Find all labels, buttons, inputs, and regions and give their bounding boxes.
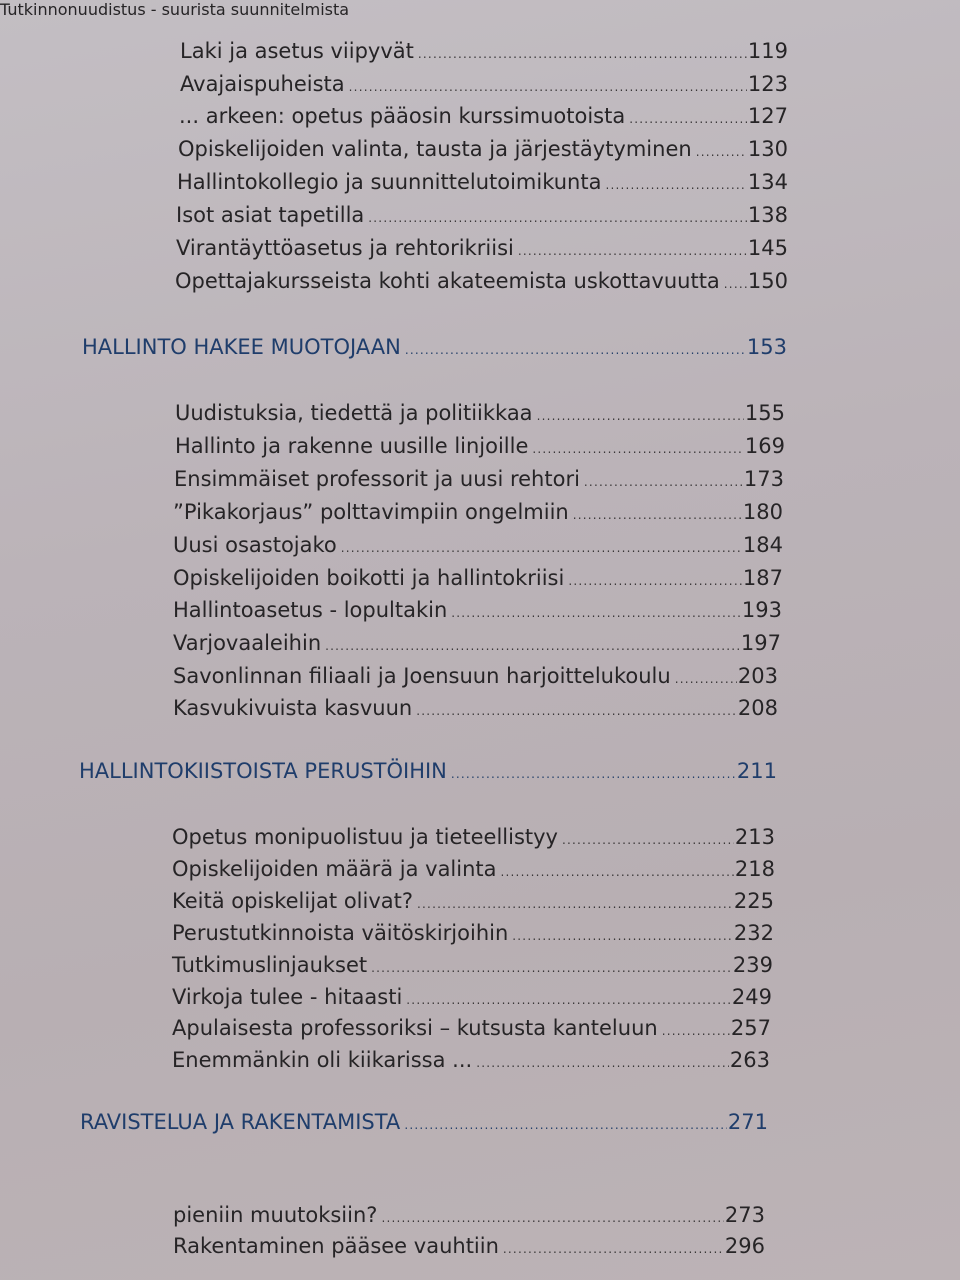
toc-entry-title: Hallinto ja rakenne uusille linjoille — [175, 434, 529, 458]
dot-leader — [675, 673, 737, 685]
toc-entry-title: Avajaispuheista — [180, 72, 345, 96]
dot-leader — [404, 1119, 727, 1131]
toc-entry-page: 169 — [744, 434, 785, 458]
dot-leader — [584, 476, 743, 488]
toc-section-heading — [82, 333, 787, 361]
toc-entry-page: 218 — [734, 857, 775, 881]
toc-entry — [179, 102, 788, 130]
toc-entry-page: 150 — [747, 269, 788, 293]
dot-leader — [451, 768, 736, 780]
toc-entry-page: 257 — [730, 1016, 771, 1040]
toc-entry — [173, 596, 782, 624]
toc-entry — [172, 919, 774, 947]
toc-entry — [175, 267, 788, 295]
toc-entry-title: Apulaisesta professoriksi – kutsusta kanteluun — [172, 1016, 658, 1040]
toc-entry-page: 193 — [741, 598, 782, 622]
toc-entry-page: 203 — [737, 664, 778, 688]
toc-entry-page: 180 — [742, 500, 783, 524]
toc-entry-page: 213 — [734, 825, 775, 849]
toc-entry-page: 239 — [732, 953, 773, 977]
dot-leader — [417, 898, 733, 910]
toc-entry-title: pieniin muutoksiin? — [173, 1203, 378, 1227]
toc-entry-title: Opiskelijoiden määrä ja valinta — [172, 857, 497, 881]
toc-section-title: HALLINTOKIISTOISTA PERUSTÖIHIN — [79, 759, 447, 783]
dot-leader — [605, 179, 746, 191]
toc-entry — [173, 662, 778, 690]
toc-entry-title: Savonlinnan filiaali ja Joensuun harjoittelukoulu — [173, 664, 671, 688]
toc-entry — [176, 234, 788, 262]
toc-entry-title: Isot asiat tapetilla — [176, 203, 365, 227]
dot-leader — [368, 212, 747, 224]
dot-leader — [537, 410, 744, 422]
dot-leader — [629, 113, 747, 125]
toc-section-title: HALLINTO HAKEE MUOTOJAAN — [82, 335, 401, 359]
toc-entry — [173, 629, 781, 657]
toc-entry-page: 155 — [744, 401, 785, 425]
toc-entry-title: Opettajakursseista kohti akateemista uskottavuutta — [175, 269, 720, 293]
dot-leader — [341, 542, 742, 554]
toc-entry-title: Varjovaaleihin — [173, 631, 322, 655]
toc-entry-title: ... arkeen: opetus pääosin kurssimuotoista — [179, 104, 626, 128]
toc-entry-page: 134 — [747, 170, 788, 194]
toc-entry-title: Enemmänkin oli kiikarissa ... — [172, 1048, 473, 1072]
toc-entry-page: 208 — [737, 696, 778, 720]
toc-entry-title: Virkoja tulee - hitaasti — [172, 985, 403, 1009]
toc-entry-page: 130 — [747, 137, 788, 161]
toc-entry — [173, 1201, 765, 1229]
toc-entry — [172, 855, 775, 883]
toc-entry-title-line1: Tutkinnonuudistus - suurista suunnitelmista — [0, 0, 350, 19]
toc-entry-page: 127 — [747, 104, 788, 128]
toc-entry-title: Virantäyttöasetus ja rehtorikriisi — [176, 236, 514, 260]
dot-leader — [568, 575, 742, 587]
toc-entry-page: 119 — [747, 39, 788, 63]
dot-leader — [371, 962, 732, 974]
toc-entry — [173, 1232, 765, 1260]
toc-entry-title: Uudistuksia, tiedettä ja politiikkaa — [175, 401, 533, 425]
toc-entry — [173, 694, 778, 722]
toc-entry — [173, 531, 783, 559]
toc-entry — [172, 823, 775, 851]
toc-entry — [174, 465, 784, 493]
dot-leader — [381, 1212, 723, 1224]
dot-leader — [325, 640, 740, 652]
toc-entry-title: Opiskelijoiden valinta, tausta ja järjestäytyminen — [178, 137, 692, 161]
toc-entry-page: 123 — [747, 72, 788, 96]
toc-entry — [172, 1014, 771, 1042]
toc-entry-title: Opetus monipuolistuu ja tieteellistyy — [172, 825, 558, 849]
toc-entry-page: 173 — [743, 467, 784, 491]
dot-leader — [573, 509, 742, 521]
dot-leader — [696, 146, 747, 158]
toc-section-heading — [79, 757, 777, 785]
toc-entry-page: 225 — [733, 889, 774, 913]
toc-entry-title: Perustutkinnoista väitöskirjoihin — [172, 921, 509, 945]
toc-entry — [172, 951, 773, 979]
toc-entry — [175, 399, 785, 427]
toc-entry — [176, 201, 788, 229]
dot-leader — [418, 48, 747, 60]
dot-leader — [724, 278, 747, 290]
toc-entry-page: 197 — [740, 631, 781, 655]
toc-entry-title: Opiskelijoiden boikotti ja hallintokriisi — [173, 566, 565, 590]
toc-entry-page: 138 — [747, 203, 788, 227]
toc-entry — [180, 70, 788, 98]
toc-entry-title: Rakentaminen pääsee vauhtiin — [173, 1234, 499, 1258]
toc-entry-page: 249 — [731, 985, 772, 1009]
dot-leader — [501, 866, 734, 878]
toc-entry-title: Uusi osastojako — [173, 533, 337, 557]
toc-entry-title: Hallintoasetus - lopultakin — [173, 598, 448, 622]
toc-entry — [172, 887, 774, 915]
toc-entry-page: 296 — [724, 1234, 765, 1258]
toc-entry-title: Kasvukivuista kasvuun — [173, 696, 413, 720]
dot-leader — [503, 1243, 724, 1255]
dot-leader — [405, 344, 746, 356]
dot-leader — [512, 930, 733, 942]
dot-leader — [416, 705, 737, 717]
toc-entry-page: 263 — [729, 1048, 770, 1072]
dot-leader — [518, 245, 747, 257]
toc-entry — [175, 432, 785, 460]
toc-entry-page: 232 — [733, 921, 774, 945]
toc-section-title: RAVISTELUA JA RAKENTAMISTA — [80, 1110, 401, 1134]
dot-leader — [662, 1025, 730, 1037]
dot-leader — [349, 81, 747, 93]
dot-leader — [562, 834, 734, 846]
toc-entry-title: Laki ja asetus viipyvät — [180, 39, 414, 63]
toc-entry — [172, 1046, 770, 1074]
toc-entry — [178, 135, 788, 163]
toc-entry-page: 184 — [742, 533, 783, 557]
toc-section-page: 153 — [746, 335, 787, 359]
toc-entry-title: Tutkimuslinjaukset — [172, 953, 368, 977]
dot-leader — [451, 607, 741, 619]
toc-section-page: 211 — [736, 759, 777, 783]
dot-leader — [476, 1057, 729, 1069]
toc-section-page: 271 — [727, 1110, 768, 1134]
toc-entry-title: ”Pikakorjaus” polttavimpiin ongelmiin — [173, 500, 569, 524]
dot-leader — [532, 443, 744, 455]
toc-entry-page: 273 — [724, 1203, 765, 1227]
toc-entry — [177, 168, 788, 196]
toc-entry-page: 187 — [742, 566, 783, 590]
toc-section-heading — [80, 1108, 768, 1136]
toc-entry — [173, 564, 783, 592]
toc-entry — [173, 498, 783, 526]
dot-leader — [406, 994, 731, 1006]
toc-entry-title: Hallintokollegio ja suunnittelutoimikunta — [177, 170, 602, 194]
toc-entry-page: 145 — [747, 236, 788, 260]
toc-entry-title: Ensimmäiset professorit ja uusi rehtori — [174, 467, 580, 491]
toc-entry-title: Keitä opiskelijat olivat? — [172, 889, 414, 913]
toc-entry — [172, 983, 772, 1011]
toc-entry — [180, 37, 788, 65]
